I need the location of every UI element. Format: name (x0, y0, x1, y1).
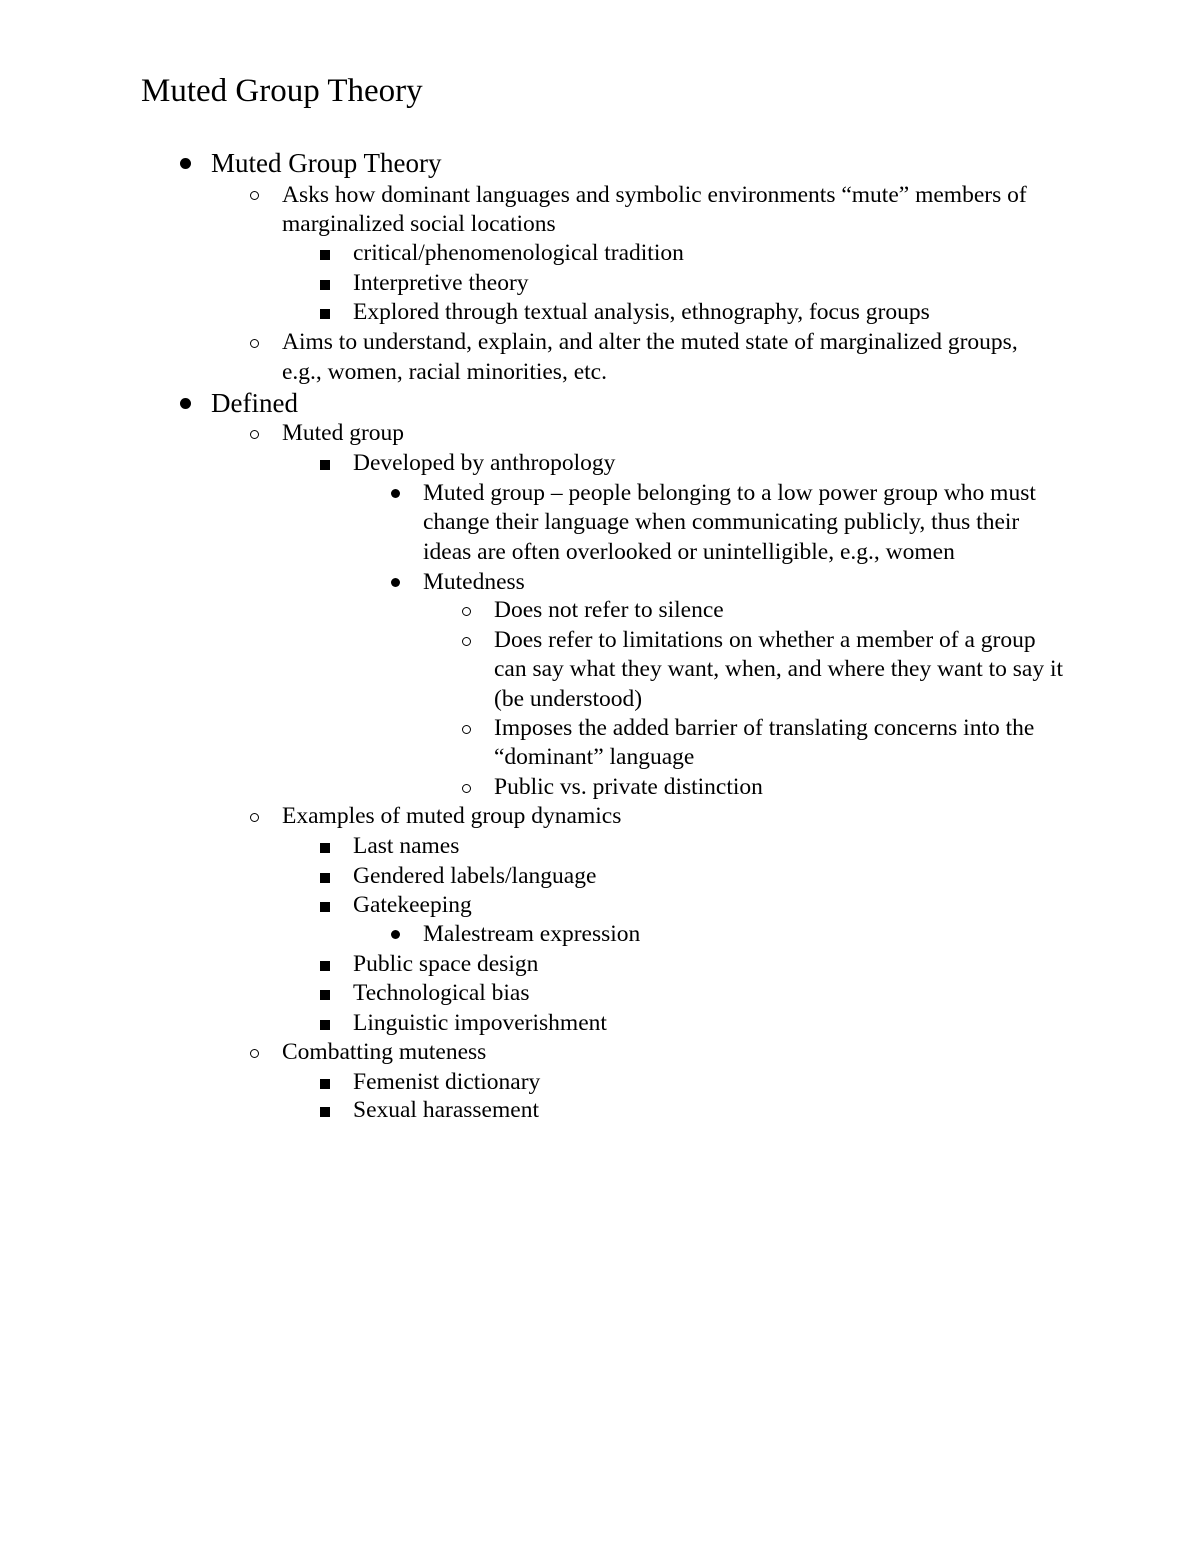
bullet-filled-icon (180, 398, 191, 409)
bullet-hollow-icon (250, 430, 259, 439)
list-item-text: Public vs. private distinction (494, 774, 763, 800)
bullet-square-icon (320, 1107, 330, 1117)
bullet-filled-icon (180, 158, 191, 169)
bullet-filled-icon (391, 930, 400, 939)
list-item-text: Does not refer to silence (494, 597, 724, 623)
list-item-text: Aims to understand, explain, and alter the muted state of marginalized groups, (282, 329, 1018, 355)
bullet-hollow-icon (250, 191, 259, 200)
bullet-filled-icon (391, 489, 400, 498)
bullet-square-icon (320, 902, 330, 912)
section-heading: Muted Group Theory (211, 148, 442, 178)
bullet-hollow-icon (250, 813, 259, 822)
bullet-square-icon (320, 1079, 330, 1089)
list-item-text: Developed by anthropology (353, 450, 616, 476)
list-item-text: Imposes the added barrier of translating concerns into the (494, 715, 1035, 741)
bullet-hollow-icon (462, 637, 471, 646)
list-item-text: Public space design (353, 951, 539, 977)
bullet-square-icon (320, 990, 330, 1000)
bullet-square-icon (320, 460, 330, 470)
list-item-text: Combatting muteness (282, 1039, 487, 1065)
list-item-text: Muted group – people belonging to a low power group who must (423, 480, 1036, 506)
list-item-text: Technological bias (353, 980, 530, 1006)
list-item-text: Muted group (282, 420, 405, 446)
list-item-text: Explored through textual analysis, ethnography, focus groups (353, 299, 930, 325)
list-item-text: Gendered labels/language (353, 863, 597, 889)
bullet-hollow-icon (250, 1049, 259, 1058)
list-item-text: e.g., women, racial minorities, etc. (282, 359, 607, 385)
list-item-text: Asks how dominant languages and symbolic environments “mute” members of (282, 182, 1027, 208)
bullet-hollow-icon (462, 607, 471, 616)
bullet-hollow-icon (462, 784, 471, 793)
list-item-text: Linguistic impoverishment (353, 1010, 607, 1036)
list-item-text: change their language when communicating publicly, thus their (423, 509, 1020, 535)
bullet-square-icon (320, 250, 330, 260)
section-heading: Defined (211, 388, 298, 418)
list-item-text: ideas are often overlooked or unintelligible, e.g., women (423, 539, 955, 565)
bullet-square-icon (320, 280, 330, 290)
list-item-text: Does refer to limitations on whether a member of a group (494, 627, 1036, 653)
bullet-hollow-icon (462, 725, 471, 734)
list-item-text: Interpretive theory (353, 270, 529, 296)
list-item-text: Gatekeeping (353, 892, 472, 918)
list-item-text: can say what they want, when, and where they want to say it (494, 656, 1064, 682)
list-item-text: Mutedness (423, 569, 525, 595)
bullet-square-icon (320, 309, 330, 319)
list-item-text: Femenist dictionary (353, 1069, 541, 1095)
document-title: Muted Group Theory (141, 73, 423, 109)
list-item-text: Last names (353, 833, 460, 859)
list-item-text: Sexual harassement (353, 1097, 539, 1123)
list-item-text: Examples of muted group dynamics (282, 803, 622, 829)
bullet-filled-icon (391, 578, 400, 587)
list-item-text: Malestream expression (423, 921, 641, 947)
list-item-text: (be understood) (494, 686, 643, 712)
list-item-text: critical/phenomenological tradition (353, 240, 684, 266)
bullet-square-icon (320, 873, 330, 883)
list-item-text: marginalized social locations (282, 211, 556, 237)
bullet-square-icon (320, 1020, 330, 1030)
bullet-hollow-icon (250, 339, 259, 348)
list-item-text: “dominant” language (494, 744, 695, 770)
bullet-square-icon (320, 961, 330, 971)
bullet-square-icon (320, 843, 330, 853)
